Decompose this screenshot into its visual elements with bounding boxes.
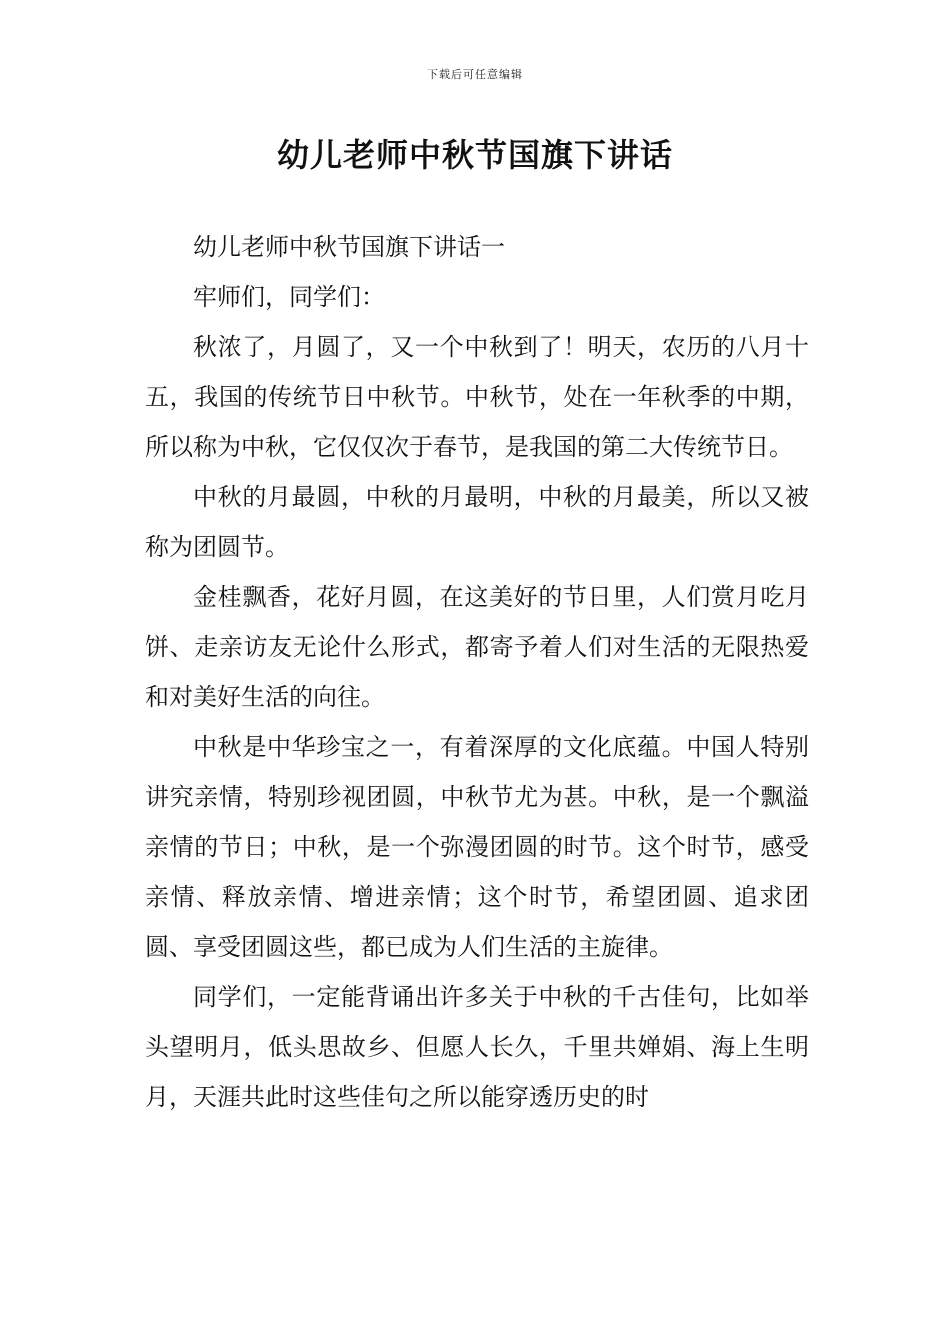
paragraph: 同学们，一定能背诵出许多关于中秋的千古佳句，比如举头望明月，低头思故乡、但愿人长久，千里共婵娟、海上生明月，天涯共此时这些佳句之所以能穿透历史的时 (145, 983, 809, 1111)
document-title: 幼儿老师中秋节国旗下讲话 (276, 136, 673, 174)
header-note: 下载后可任意编辑 (427, 68, 523, 81)
paragraph: 秋浓了，月圆了，又一个中秋到了！明天，农历的八月十五，我国的传统节日中秋节。中秋节，处在一年秋季的中期，所以称为中秋，它仅仅次于春节，是我国的第二大传统节日。 (145, 333, 809, 461)
paragraph: 中秋是中华珍宝之一，有着深厚的文化底蕴。中国人特别讲究亲情，特别珍视团圆，中秋节尤为甚。中秋，是一个飘溢亲情的节日；中秋，是一个弥漫团圆的时节。这个时节，感受亲情、释放亲情、增进亲情；这个时节，希望团圆、追求团圆、享受团圆这些，都已成为人们生活的主旋律。 (145, 733, 809, 961)
document-body (145, 222, 809, 1122)
paragraph-greeting: 牢师们，同学们： (193, 283, 385, 311)
paragraph: 金桂飘香，花好月圆，在这美好的节日里，人们赏月吃月饼、走亲访友无论什么形式，都寄予着人们对生活的无限热爱和对美好生活的向往。 (145, 583, 809, 711)
paragraph: 中秋的月最圆，中秋的月最明，中秋的月最美，所以又被称为团圆节。 (145, 483, 809, 561)
paragraph-subtitle: 幼儿老师中秋节国旗下讲话一 (193, 233, 505, 261)
